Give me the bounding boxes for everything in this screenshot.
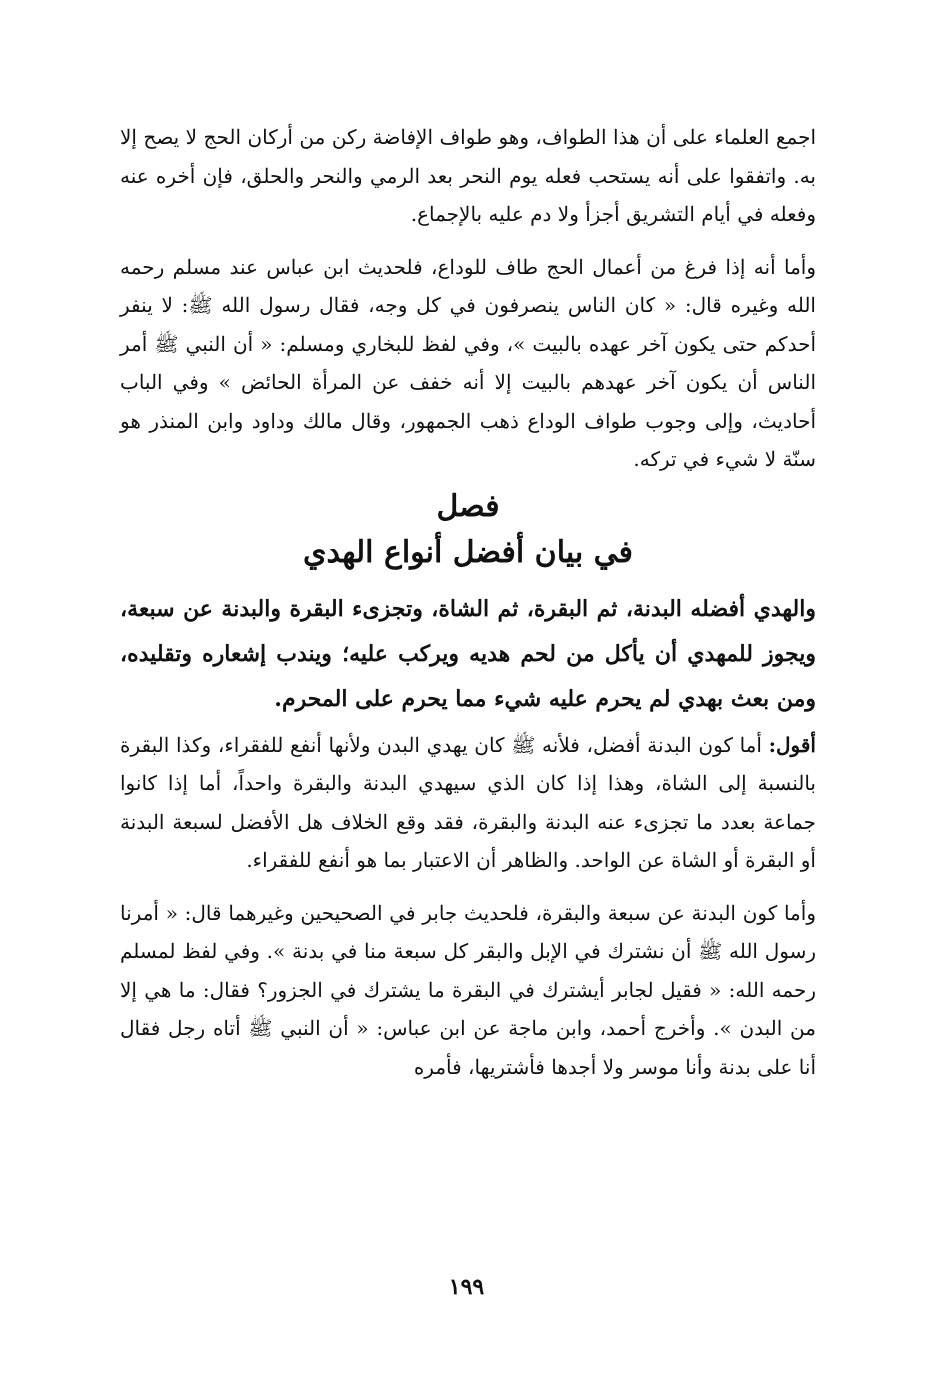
commentary-paragraph (120, 726, 816, 880)
matn-text: والهدي أفضله البدنة، ثم البقرة، ثم الشاة، وتجزىء البقرة والبدنة عن سبعة، ويجوز للمهدي أن يأكل من لحم هديه ويركب عليه؛ ويندب إشعاره وتقليده، ومن بعث بهدي لم يحرم عليه شيء مما يحرم على المحرم. (120, 595, 816, 712)
commentary-text: أما كون البدنة أفضل، فلأنه ﷺ كان يهدي البدن ولأنها أنفع للفقراء، وكذا البقرة بالنسبة إلى الشاة، وهذا إذا كان الذي سيهدي البدنة والبقرة واحداً، أما إذا كانوا جماعة بعدد ما تجزىء عنه البدنة والبقرة، فقد وقع الخلاف هل الأفضل لسبعة البدنة أو البقرة أو الشاة عن الواحد. والظاهر أن الاعتبار بما هو أنفع للفقراء. (120, 732, 816, 872)
page-number: ١٩٩ (448, 1274, 485, 1300)
paragraph-tawaf-ifada: اجمع العلماء على أن هذا الطواف، وهو طواف الإفاضة ركن من أركان الحج لا يصح إلا به. واتفقوا على أنه يستحب فعله يوم النحر بعد الرمي والنحر والحلق، فإن أخره عنه وفعله في أيام التشريق أجزأ ولا دم عليه بالإجماع. (120, 125, 817, 226)
paragraph-badana-sabaa: وأما كون البدنة عن سبعة والبقرة، فلحديث جابر في الصحيحين وغيرهما قال: « أمرنا رسول الله ﷺ أن نشترك في الإبل والبقر كل سبعة منا في بدنة ». وفي لفظ لمسلم رحمه الله: « فقيل لجابر أيشترك في البقرة ما يشترك في الجزور؟ فقال: ما هي إلا من البدن ». وأخرج أحمد، وابن ماجة عن ابن عباس: « أن النبي ﷺ أتاه رجل فقال أنا على بدنة وأنا موسر ولا أجدها فأشتريها، فأمره (120, 900, 816, 1079)
paragraph-tawaf-wada: وأما أنه إذا فرغ من أعمال الحج طاف للوداع، فلحديث ابن عباس عند مسلم رحمه الله وغيره قال: « كان الناس ينصرفون في كل وجه، فقال رسول الله ﷺ: لا ينفر أحدكم حتى يكون آخر عهده بالبيت »، وفي لفظ للبخاري ومسلم: « أن النبي ﷺ أمر الناس أن يكون آخر عهدهم بالبيت إلا أنه خفف عن المرأة الحائض » وفي الباب أحاديث، وإلى وجوب طواف الوداع ذهب الجمهور، وقال مالك وداود وابن المنذر هو سنّة لا شيء في تركه. (120, 254, 816, 471)
page-body (120, 118, 816, 1100)
commentary-lead: أقول: (768, 732, 816, 757)
section-subtitle: في بيان أفضل أنواع الهدي (302, 534, 634, 570)
section-title: فصل (436, 488, 500, 524)
